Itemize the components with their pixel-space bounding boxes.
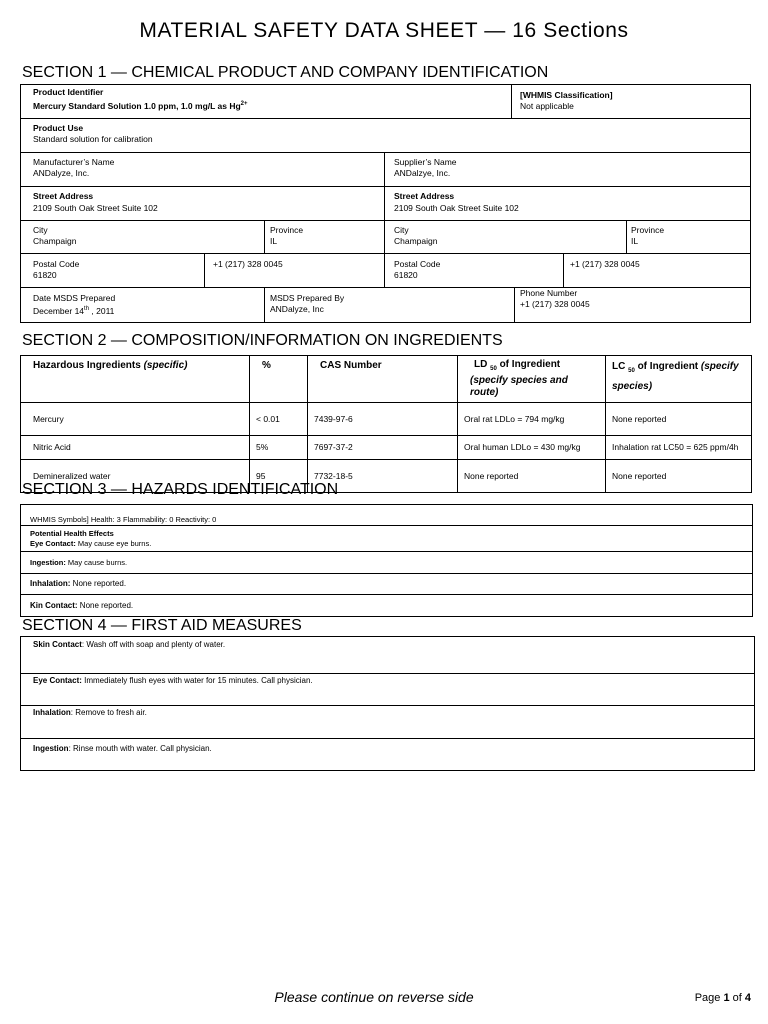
phone-number-value: +1 (217) 328 0045 <box>520 299 590 309</box>
manufacturer-province-label: Province <box>270 225 304 235</box>
ingredient-lc50: None reported <box>606 460 752 493</box>
supplier-name-label: Supplier’s Name <box>394 157 457 167</box>
page-number: Page 1 of 4 <box>694 992 751 1004</box>
skin-contact-effect: Kin Contact: None reported. <box>30 601 134 610</box>
product-identifier-value: Mercury Standard Solution 1.0 ppm, 1.0 mg/L as $Hg^{2+}$ <box>33 100 248 111</box>
col-lc50: LC $_{50}$ of Ingredient (specify species) <box>606 356 752 403</box>
first-aid-ingestion: Ingestion: Rinse mouth with water. Call physician. <box>33 744 212 753</box>
supplier-street-label: Street Address <box>394 191 455 201</box>
ingredient-name: Demineralized water <box>21 460 250 493</box>
manufacturer-city-label: City <box>33 225 48 235</box>
supplier-city-label: City <box>394 225 409 235</box>
manufacturer-city-value: Champaign <box>33 236 77 246</box>
manufacturer-phone-value: +1 (217) 328 0045 <box>213 259 283 269</box>
ingredient-lc50: Inhalation rat LC50 = 625 ppm/4h <box>606 436 752 460</box>
document-title: MATERIAL SAFETY DATA SHEET — 16 Sections <box>139 19 629 42</box>
ingredient-cas: 7439-97-6 <box>308 403 458 436</box>
eye-contact-effect: Eye Contact: May cause eye burns. <box>30 539 152 548</box>
whmis-classification-value: Not applicable <box>520 101 574 111</box>
section3-box <box>20 504 753 617</box>
section4-box <box>20 636 755 771</box>
ingredient-percent: 5% <box>250 436 308 460</box>
section1-box <box>20 84 751 323</box>
ingredient-cas: 7732-18-5 <box>308 460 458 493</box>
ingredient-cas: 7697-37-2 <box>308 436 458 460</box>
inhalation-effect: Inhalation: None reported. <box>30 579 127 588</box>
ingredients-table <box>20 355 752 493</box>
ingredient-ld50: None reported <box>458 460 606 493</box>
supplier-city-value: Champaign <box>394 236 438 246</box>
supplier-province-value: IL <box>631 236 639 246</box>
ingredient-ld50: Oral human LDLo = 430 mg/kg <box>458 436 606 460</box>
first-aid-eye: Eye Contact: Immediately flush eyes with water for 15 minutes. Call physician. <box>33 676 313 685</box>
col-percent: % <box>250 356 308 403</box>
section3-heading: SECTION 3 — HAZARDS IDENTIFICATION <box>22 481 339 498</box>
ingredient-ld50: Oral rat LDLo = 794 mg/kg <box>458 403 606 436</box>
ingredient-percent: 95 <box>250 460 308 493</box>
section4-heading: SECTION 4 — FIRST AID MEASURES <box>22 617 302 634</box>
supplier-name-value: ANDalzye, Inc. <box>394 168 451 178</box>
date-prepared-value: December 14th , 2011 <box>33 305 115 316</box>
manufacturer-street-value: 2109 South Oak Street Suite 102 <box>33 203 158 213</box>
whmis-classification-label: [WHMIS Classification] <box>520 90 613 100</box>
product-use-label: Product Use <box>33 123 84 133</box>
supplier-province-label: Province <box>631 225 665 235</box>
manufacturer-name-value: ANDalyze, Inc. <box>33 168 90 178</box>
supplier-street-value: 2109 South Oak Street Suite 102 <box>394 203 519 213</box>
first-aid-inhalation: Inhalation: Remove to fresh air. <box>33 708 147 717</box>
prepared-by-label: MSDS Prepared By <box>270 293 345 303</box>
prepared-by-value: ANDalyze, Inc <box>270 304 324 314</box>
product-identifier-label: Product Identifier <box>33 87 104 97</box>
col-hazardous-ingredients: Hazardous Ingredients (specific) <box>21 356 250 403</box>
manufacturer-name-label: Manufacturer’s Name <box>33 157 115 167</box>
manufacturer-postal-label: Postal Code <box>33 259 80 269</box>
manufacturer-province-value: IL <box>270 236 278 246</box>
table-row <box>21 403 752 436</box>
supplier-postal-value: 61820 <box>394 270 418 280</box>
section1-heading: SECTION 1 — CHEMICAL PRODUCT AND COMPANY IDENTIFICATION <box>22 64 549 81</box>
date-prepared-label: Date MSDS Prepared <box>33 293 116 303</box>
supplier-phone-value: +1 (217) 328 0045 <box>570 259 640 269</box>
ingredient-lc50: None reported <box>606 403 752 436</box>
continue-note: Please continue on reverse side <box>274 989 474 1005</box>
manufacturer-street-label: Street Address <box>33 191 94 201</box>
whmis-symbols-line: WHMIS Symbols] Health: 3 Flammability: 0 Reactivity: 0 <box>30 515 217 524</box>
col-ld50: LD $_{50}$ of Ingredient (specify species and route) <box>458 356 606 403</box>
phone-number-label: Phone Number <box>520 288 578 298</box>
ingredient-percent: < 0.01 <box>250 403 308 436</box>
manufacturer-postal-value: 61820 <box>33 270 57 280</box>
ingestion-effect: Ingestion: May cause burns. <box>30 558 128 567</box>
ingredient-name: Mercury <box>21 403 250 436</box>
table-row <box>21 436 752 460</box>
potential-health-effects-label: Potential Health Effects <box>30 529 114 538</box>
product-use-value: Standard solution for calibration <box>33 134 153 144</box>
ingredient-name: Nitric Acid <box>21 436 250 460</box>
first-aid-skin: Skin Contact: Wash off with soap and plenty of water. <box>33 640 226 649</box>
ingredients-header-row <box>21 356 752 403</box>
supplier-postal-label: Postal Code <box>394 259 441 269</box>
col-cas-number: CAS Number <box>308 356 458 403</box>
section2-heading: SECTION 2 — COMPOSITION/INFORMATION ON INGREDIENTS <box>22 332 503 349</box>
